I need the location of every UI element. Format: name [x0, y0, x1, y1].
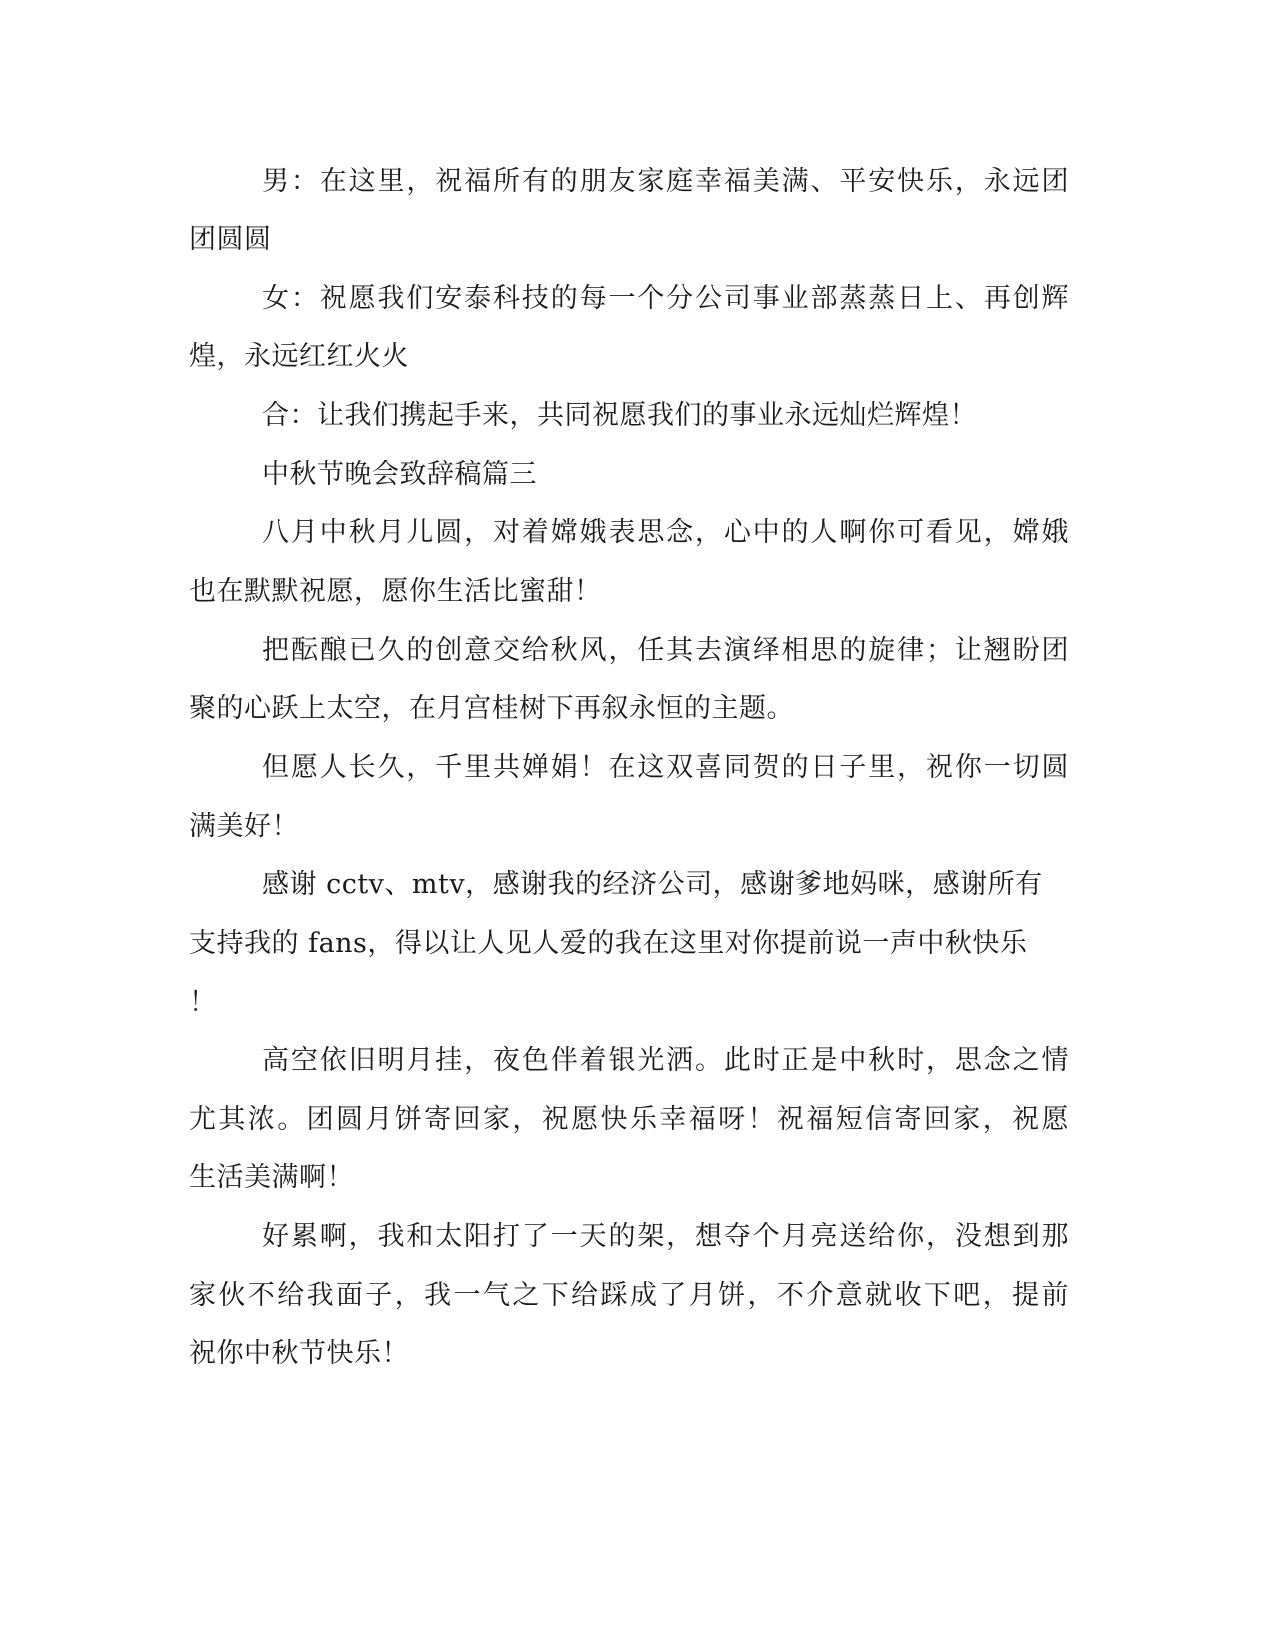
paragraph-line: 但愿人长久，千里共婵娟！在这双喜同贺的日子里，祝你一切圆 [262, 752, 1069, 783]
paragraph-line: 合：让我们携起手来，共同祝愿我们的事业永远灿烂辉煌！ [262, 400, 977, 431]
paragraph-line: 煌，永远红红火火 [189, 341, 409, 372]
paragraph-line: 满美好！ [189, 811, 299, 842]
paragraph-line: 高空依旧明月挂，夜色伴着银光洒。此时正是中秋时，思念之情 [262, 1045, 1069, 1076]
paragraph-line: 女：祝愿我们安泰科技的每一个分公司事业部蒸蒸日上、再创辉 [262, 283, 1069, 314]
paragraph-line: 感谢 cctv、mtv，感谢我的经济公司，感谢爹地妈咪，感谢所有 [262, 869, 1043, 900]
paragraph-line: 祝你中秋节快乐！ [189, 1338, 409, 1369]
paragraph-line: 聚的心跃上太空，在月宫桂树下再叙永恒的主题。 [189, 693, 794, 724]
paragraph-line: 把酝酿已久的创意交给秋风，任其去演绎相思的旋律；让翘盼团 [262, 635, 1069, 666]
paragraph-line: ！ [189, 987, 217, 1018]
paragraph-line: 团圆圆 [189, 224, 272, 255]
paragraph-line: 支持我的 fans，得以让人见人爱的我在这里对你提前说一声中秋快乐 [189, 928, 1028, 959]
paragraph-line: 尤其浓。团圆月饼寄回家，祝愿快乐幸福呀！祝福短信寄回家，祝愿 [189, 1104, 1069, 1135]
paragraph-line: 生活美满啊！ [189, 1162, 354, 1193]
paragraph-line: 好累啊，我和太阳打了一天的架，想夺个月亮送给你，没想到那 [262, 1221, 1069, 1252]
paragraph-line: 也在默默祝愿，愿你生活比蜜甜！ [189, 576, 602, 607]
paragraph-line: 八月中秋月儿圆，对着嫦娥表思念，心中的人啊你可看见，嫦娥 [262, 517, 1069, 548]
paragraph-line: 家伙不给我面子，我一气之下给踩成了月饼，不介意就收下吧，提前 [189, 1280, 1069, 1311]
section-heading: 中秋节晚会致辞稿篇三 [262, 459, 537, 490]
paragraph-line: 男：在这里，祝福所有的朋友家庭幸福美满、平安快乐，永远团 [262, 166, 1069, 197]
